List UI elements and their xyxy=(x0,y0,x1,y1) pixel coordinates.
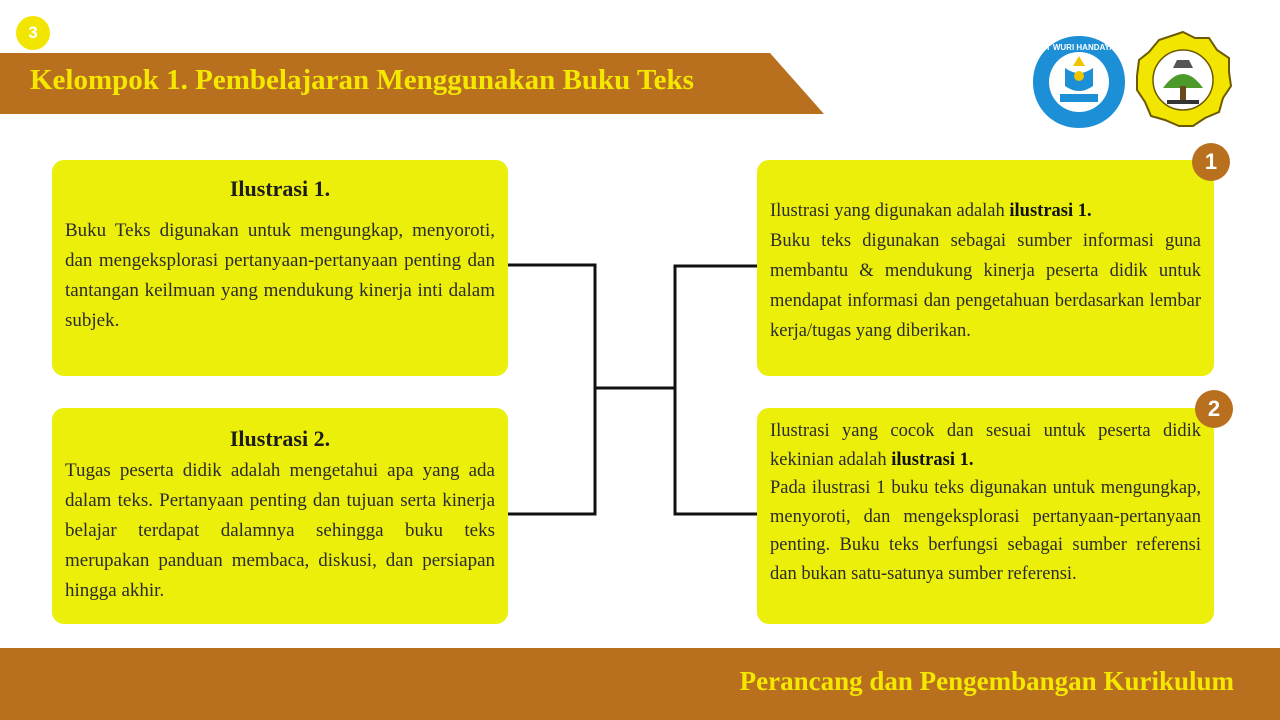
answer-1-number-badge: 1 xyxy=(1192,143,1230,181)
slide-title: Kelompok 1. Pembelajaran Menggunakan Buku Teks xyxy=(30,64,694,96)
illustration-1-heading: Ilustrasi 1. xyxy=(229,176,331,201)
answer-1-intro: Ilustrasi yang digunakan adalah ilustrasi 1. xyxy=(770,201,1092,221)
illustration-1-text: Buku Teks digunakan untuk mengungkap, menyoroti, dan mengeksplorasi pertanyaan-pertanyaan penting dan tantangan keilmuan yang mendukung kinerja inti dalam subjek. xyxy=(65,220,495,331)
illustration-2-text: Tugas peserta didik adalah mengetahui apa yang ada dalam teks. Pertanyaan penting dan tujuan serta kinerja belajar terdapat dalamnya sehingga buku teks merupakan panduan membaca, diskusi, dan persiapan hingga akhir. xyxy=(65,460,495,601)
answer-2-card xyxy=(757,408,1214,624)
illustration-2-heading: Ilustrasi 2. xyxy=(229,426,331,451)
illustration-1-card xyxy=(52,160,508,376)
answer-1-text: Buku teks digunakan sebagai sumber informasi guna membantu & mendukung kinerja peserta didik untuk mendapat informasi dan pengetahuan berdasarkan lembar kerja/tugas yang diberikan. xyxy=(770,231,1201,341)
svg-text:TUT WURI HANDAYANI: TUT WURI HANDAYANI xyxy=(1035,43,1123,52)
answer-2-number-badge: 2 xyxy=(1195,390,1233,428)
slide-number-badge: 3 xyxy=(16,16,50,50)
footer-text: Perancang dan Pengembangan Kurikulum xyxy=(739,666,1234,696)
illustration-2-card xyxy=(52,408,508,624)
answer-2-text: Pada ilustrasi 1 buku teks digunakan untuk mengungkap, menyoroti, dan mengeksplorasi pertanyaan-pertanyaan penting. Buku teks berfungsi sebagai sumber referensi dan bukan satu-satunya sumber referensi. xyxy=(770,478,1201,584)
answer-2-intro: Ilustrasi yang cocok dan sesuai untuk peserta didik kekinian adalah ilustrasi 1. xyxy=(770,421,1201,470)
answer-1-card xyxy=(757,160,1214,376)
